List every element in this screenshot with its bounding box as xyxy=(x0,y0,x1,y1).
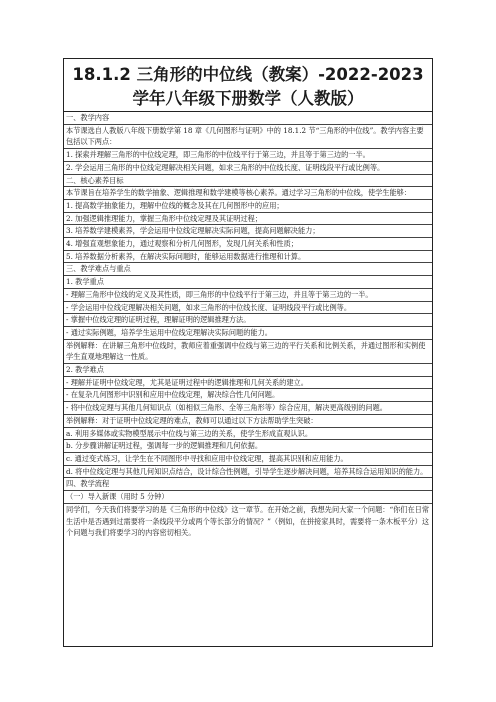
content-row: 2. 学会运用三角形的中位线定理解决相关问题，如求三角形的中位线长度、证明线段平行或比例等。 xyxy=(64,162,432,175)
document-table xyxy=(63,58,433,647)
content-row: 1. 教学重点 xyxy=(64,276,432,289)
content-row: - 通过实际例题，培养学生运用中位线定理解决实际问题的能力。 xyxy=(64,327,432,340)
content-row: 3. 培养数学建模素养，学会运用中位线定理解决实际问题，提高问题解决能力； xyxy=(64,225,432,238)
content-row: b. 分步骤讲解证明过程，强调每一步的逻辑推理和几何依据。 xyxy=(64,440,432,453)
content-row: 1. 提高数学抽象能力，理解中位线的概念及其在几何图形中的应用； xyxy=(64,200,432,213)
content-row: 同学们，今天我们将要学习的是《三角形的中位线》这一章节。在开始之前，我想先问大家一个问题：“你们在日常生活中是否遇到过需要将一条线段平分或两个等长部分的情况？”（例如，在拼接家具时，需要将一条木板平分）这个问题与我们将要学习的内容密切相关。 xyxy=(66,504,430,538)
content-row: - 学会运用中位线定理解决相关问题，如求三角形的中位线长度、证明线段平行或比例等。 xyxy=(64,302,432,315)
content-row: 举例解释：对于证明中位线定理的难点，教师可以通过以下方法帮助学生突破： xyxy=(64,415,432,428)
content-row: 四、教学流程 xyxy=(64,478,432,491)
content-rows xyxy=(64,112,432,539)
content-row: 2. 加强逻辑推理能力，掌握三角形中位线定理及其证明过程； xyxy=(64,213,432,226)
content-row: - 在复杂几何图形中识别和应用中位线定理，解决综合性几何问题。 xyxy=(64,389,432,402)
content-row: - 掌握中位线定理的证明过程，理解证明的逻辑推理方法。 xyxy=(64,314,432,327)
content-row: a. 利用多媒体或实物模型展示中位线与第三边的关系，使学生形成直观认识。 xyxy=(64,428,432,441)
content-row: 二、核心素养目标 xyxy=(64,175,432,188)
content-row: 一、教学内容 xyxy=(64,112,432,125)
content-row: 本节课选自人教版八年级下册数学第 18 章《几何图形与证明》中的 18.1.2 节“三角形的中位线”。教学内容主要包括以下两点： xyxy=(64,125,432,149)
content-row: - 理解三角形中位线的定义及其性质，即三角形的中位线平行于第三边，并且等于第三边的一半。 xyxy=(64,289,432,302)
content-row: （一）导入新课（用时 5 分钟） xyxy=(64,491,432,504)
content-row: d. 将中位线定理与其他几何知识点结合，设计综合性例题，引导学生逐步解决问题，培养其综合运用知识的能力。 xyxy=(64,466,432,479)
content-row: - 将中位线定理与其他几何知识点（如相似三角形、全等三角形等）综合应用，解决更高级别的问题。 xyxy=(64,402,432,415)
content-row: 三、教学难点与重点 xyxy=(64,263,432,276)
document-title xyxy=(64,59,432,112)
content-row: - 理解并证明中位线定理，尤其是证明过程中的逻辑推理和几何关系的建立。 xyxy=(64,377,432,390)
content-row: 2. 教学难点 xyxy=(64,364,432,377)
title-line-1: 18.1.2 三角形的中位线（教案）-2022-2023 xyxy=(72,65,424,84)
content-row: 本节课旨在培养学生的数学抽象、逻辑推理和数学建模等核心素养。通过学习三角形的中位线，使学生能够： xyxy=(64,187,432,200)
title-line-2: 学年八年级下册数学（人教版） xyxy=(132,89,364,108)
content-row: c. 通过变式练习，让学生在不同图形中寻找和应用中位线定理，提高其识别和应用能力。 xyxy=(64,453,432,466)
content-row: 举例解释：在讲解三角形中位线时，教师应着重强调中位线与第三边的平行关系和比例关系，并通过图形和实例使学生直观地理解这一性质。 xyxy=(64,340,432,364)
content-row: 1. 探索并理解三角形的中位线定理，即三角形的中位线平行于第三边，并且等于第三边的一半。 xyxy=(64,149,432,162)
content-row: 5. 培养数据分析素养，在解决实际问题时，能够运用数据进行推理和计算。 xyxy=(64,251,432,264)
content-row: 4. 增强直观想象能力，通过观察和分析几何图形，发现几何关系和性质； xyxy=(64,238,432,251)
